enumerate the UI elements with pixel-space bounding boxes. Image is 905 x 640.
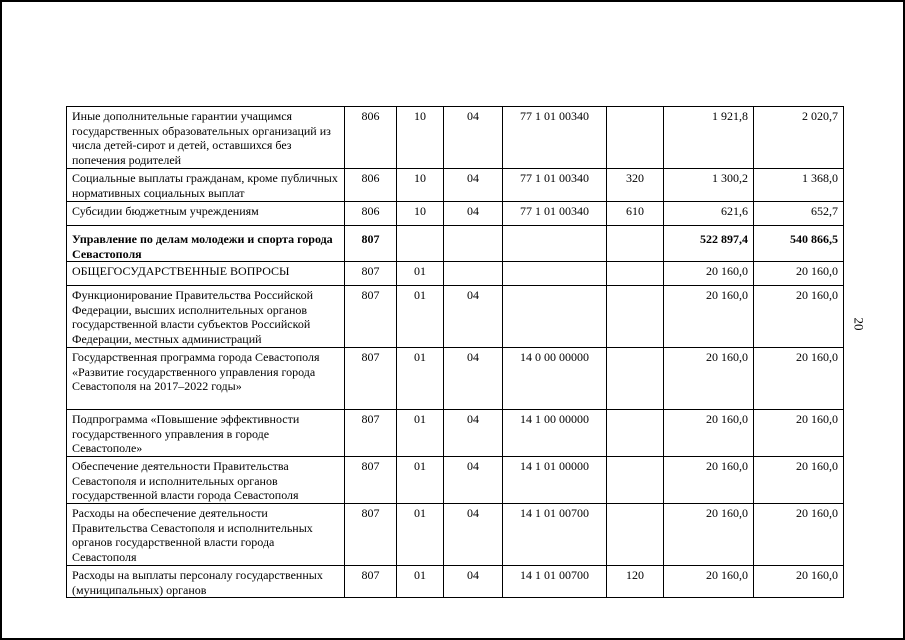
- amount-year-2: 20 160,0: [754, 457, 844, 504]
- table-row: [67, 286, 844, 348]
- expense-type-code: [607, 226, 664, 262]
- row-name: Расходы на обеспечение деятельности Правительства Севастополя и исполнительных органов государственной власти города Севастополя: [67, 504, 345, 566]
- subsection-code: 04: [444, 504, 503, 566]
- expense-type-code: [607, 348, 664, 410]
- row-name: Управление по делам молодежи и спорта города Севастополя: [67, 226, 345, 262]
- table-row: [67, 457, 844, 504]
- ved-code: 807: [345, 348, 397, 410]
- section-code: 01: [397, 348, 444, 410]
- target-article-code: 77 1 01 00340: [503, 169, 607, 202]
- target-article-code: [503, 262, 607, 286]
- ved-code: 806: [345, 202, 397, 226]
- section-code: 01: [397, 504, 444, 566]
- amount-year-2: 20 160,0: [754, 286, 844, 348]
- section-code: 01: [397, 410, 444, 457]
- row-name: Субсидии бюджетным учреждениям: [67, 202, 345, 226]
- target-article-code: 77 1 01 00340: [503, 107, 607, 169]
- expense-type-code: 120: [607, 566, 664, 598]
- subsection-code: [444, 262, 503, 286]
- budget-table: [66, 106, 844, 598]
- section-code: 10: [397, 202, 444, 226]
- table-row: [67, 566, 844, 598]
- target-article-code: 14 1 00 00000: [503, 410, 607, 457]
- section-code: 10: [397, 107, 444, 169]
- ved-code: 807: [345, 226, 397, 262]
- subsection-code: 04: [444, 169, 503, 202]
- amount-year-2: 20 160,0: [754, 262, 844, 286]
- table-row: [67, 348, 844, 410]
- subsection-code: 04: [444, 457, 503, 504]
- section-code: 01: [397, 262, 444, 286]
- row-name: Иные дополнительные гарантии учащимся государственных образовательных организаций из числа детей-сирот и детей, оставшихся без попечения родителей: [67, 107, 345, 169]
- subsection-code: 04: [444, 566, 503, 598]
- row-name: Социальные выплаты гражданам, кроме публичных нормативных социальных выплат: [67, 169, 345, 202]
- page-border-top: [0, 0, 905, 2]
- page-border-left: [0, 0, 2, 640]
- amount-year-1: 20 160,0: [664, 410, 754, 457]
- amount-year-1: 1 300,2: [664, 169, 754, 202]
- subsection-code: 04: [444, 107, 503, 169]
- amount-year-2: 1 368,0: [754, 169, 844, 202]
- row-name: Обеспечение деятельности Правительства Севастополя и исполнительных органов государственной власти города Севастополя: [67, 457, 345, 504]
- ved-code: 806: [345, 169, 397, 202]
- target-article-code: 14 1 01 00700: [503, 504, 607, 566]
- section-code: 01: [397, 286, 444, 348]
- target-article-code: 14 1 01 00000: [503, 457, 607, 504]
- table-row: [67, 169, 844, 202]
- target-article-code: 14 0 00 00000: [503, 348, 607, 410]
- amount-year-2: 2 020,7: [754, 107, 844, 169]
- subsection-code: 04: [444, 410, 503, 457]
- ved-code: 807: [345, 457, 397, 504]
- ved-code: 807: [345, 286, 397, 348]
- subsection-code: 04: [444, 348, 503, 410]
- table-row: [67, 262, 844, 286]
- amount-year-2: 20 160,0: [754, 566, 844, 598]
- ved-code: 807: [345, 566, 397, 598]
- amount-year-1: 20 160,0: [664, 286, 754, 348]
- subsection-code: 04: [444, 202, 503, 226]
- section-code: 01: [397, 566, 444, 598]
- expense-type-code: [607, 410, 664, 457]
- target-article-code: 77 1 01 00340: [503, 202, 607, 226]
- expense-type-code: [607, 107, 664, 169]
- table-row: [67, 410, 844, 457]
- expense-type-code: [607, 286, 664, 348]
- table-row: [67, 226, 844, 262]
- expense-type-code: 610: [607, 202, 664, 226]
- table-row: [67, 107, 844, 169]
- amount-year-2: 20 160,0: [754, 410, 844, 457]
- amount-year-2: 652,7: [754, 202, 844, 226]
- amount-year-1: 1 921,8: [664, 107, 754, 169]
- subsection-code: 04: [444, 286, 503, 348]
- expense-type-code: [607, 457, 664, 504]
- amount-year-1: 20 160,0: [664, 457, 754, 504]
- section-code: 01: [397, 457, 444, 504]
- row-name: ОБЩЕГОСУДАРСТВЕННЫЕ ВОПРОСЫ: [67, 262, 345, 286]
- subsection-code: [444, 226, 503, 262]
- table-row: [67, 504, 844, 566]
- amount-year-2: 20 160,0: [754, 504, 844, 566]
- row-name: Функционирование Правительства Российской Федерации, высших исполнительных органов государственной власти субъектов Российской Федерации, местных администраций: [67, 286, 345, 348]
- row-name: Государственная программа города Севастополя «Развитие государственного управления города Севастополя на 2017–2022 годы»: [67, 348, 345, 410]
- ved-code: 806: [345, 107, 397, 169]
- ved-code: 807: [345, 504, 397, 566]
- section-code: 10: [397, 169, 444, 202]
- amount-year-1: 522 897,4: [664, 226, 754, 262]
- ved-code: 807: [345, 410, 397, 457]
- row-name: Подпрограмма «Повышение эффективности государственного управления в городе Севастополе»: [67, 410, 345, 457]
- amount-year-1: 621,6: [664, 202, 754, 226]
- target-article-code: [503, 286, 607, 348]
- amount-year-2: 540 866,5: [754, 226, 844, 262]
- table-row: [67, 202, 844, 226]
- target-article-code: [503, 226, 607, 262]
- section-code: [397, 226, 444, 262]
- ved-code: 807: [345, 262, 397, 286]
- expense-type-code: [607, 504, 664, 566]
- amount-year-1: 20 160,0: [664, 348, 754, 410]
- amount-year-1: 20 160,0: [664, 504, 754, 566]
- page-number: 20: [851, 317, 867, 331]
- target-article-code: 14 1 01 00700: [503, 566, 607, 598]
- row-name: Расходы на выплаты персоналу государственных (муниципальных) органов: [67, 566, 345, 598]
- amount-year-1: 20 160,0: [664, 566, 754, 598]
- amount-year-1: 20 160,0: [664, 262, 754, 286]
- expense-type-code: 320: [607, 169, 664, 202]
- amount-year-2: 20 160,0: [754, 348, 844, 410]
- expense-type-code: [607, 262, 664, 286]
